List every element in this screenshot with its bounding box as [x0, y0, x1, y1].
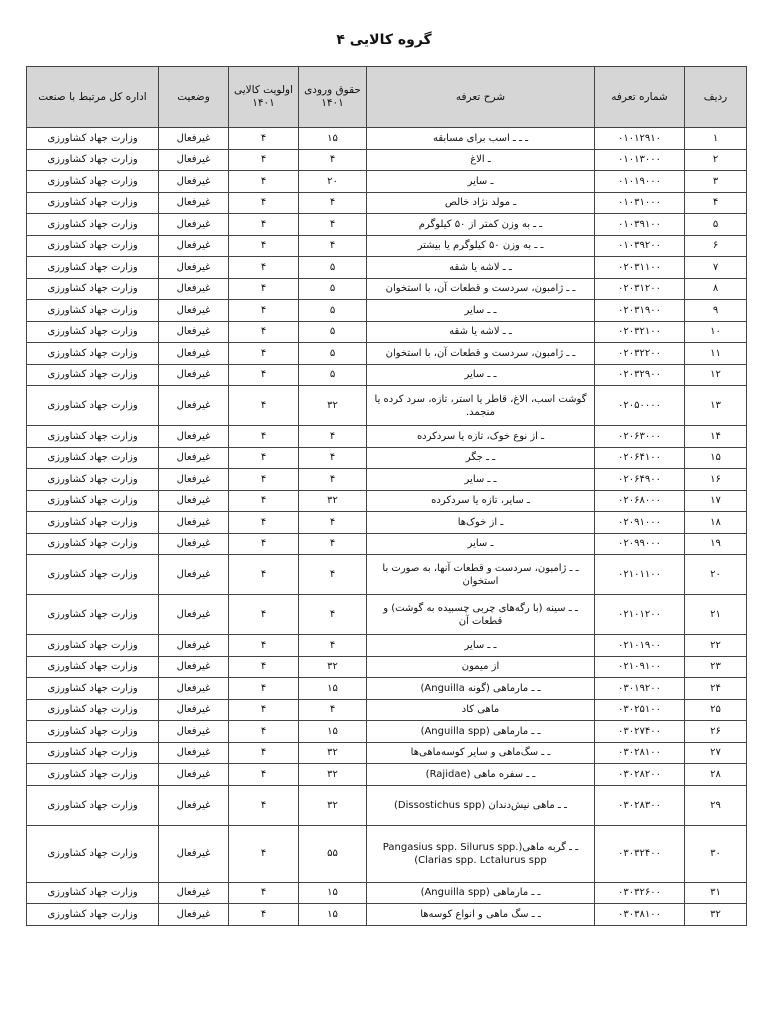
table-body: [27, 128, 747, 926]
table-row: [27, 149, 747, 171]
cell-ministry: وزارت جهاد کشاورزی: [27, 490, 159, 512]
cell-import-duty: ۴: [299, 469, 367, 491]
cell-tariff-code: ۰۲۰۳۱۱۰۰: [595, 257, 685, 279]
cell-import-duty: ۳۲: [299, 490, 367, 512]
cell-import-duty: ۱۵: [299, 904, 367, 926]
cell-tariff-code: ۰۱۰۳۹۱۰۰: [595, 214, 685, 236]
table-row: [27, 171, 747, 193]
table-row: [27, 278, 747, 300]
table-row: [27, 386, 747, 426]
cell-tariff-code: ۰۳۰۱۹۲۰۰: [595, 678, 685, 700]
cell-tariff-code: ۰۱۰۱۲۹۱۰: [595, 128, 685, 150]
cell-import-duty: ۳۲: [299, 764, 367, 786]
cell-description: ـ ـ سفره ماهی (Rajidae): [367, 764, 595, 786]
cell-import-duty: ۴: [299, 426, 367, 448]
cell-description: ـ ـ جگر: [367, 447, 595, 469]
cell-row-number: ۲۶: [685, 721, 747, 743]
cell-status: غیرفعال: [159, 149, 229, 171]
cell-import-duty: ۴: [299, 214, 367, 236]
cell-description: ـ سایر: [367, 171, 595, 193]
cell-row-number: ۱۶: [685, 469, 747, 491]
cell-tariff-code: ۰۲۰۳۲۲۰۰: [595, 343, 685, 365]
cell-row-number: ۷: [685, 257, 747, 279]
cell-tariff-code: ۰۳۰۳۲۴۰۰: [595, 825, 685, 882]
cell-import-duty: ۱۵: [299, 721, 367, 743]
cell-import-duty: ۵: [299, 278, 367, 300]
table-row: [27, 678, 747, 700]
cell-import-duty: ۳۲: [299, 656, 367, 678]
cell-status: غیرفعال: [159, 656, 229, 678]
cell-description: ـ ـ گربه ماهی(Pangasius spp. Silurus spp. Clarias spp. Lctalurus spp): [367, 825, 595, 882]
page-title: گروه کالایی ۴: [336, 32, 432, 48]
table-row: [27, 825, 747, 882]
cell-tariff-code: ۰۲۱۰۱۱۰۰: [595, 555, 685, 595]
cell-status: غیرفعال: [159, 364, 229, 386]
cell-description: ـ ـ به وزن کمتر از ۵۰ کیلوگرم: [367, 214, 595, 236]
table-row: [27, 300, 747, 322]
cell-priority: ۴: [229, 278, 299, 300]
cell-description: ـ ـ سگ ماهی و انواع کوسه‌ها: [367, 904, 595, 926]
cell-import-duty: ۵: [299, 343, 367, 365]
cell-import-duty: ۴: [299, 512, 367, 534]
cell-ministry: وزارت جهاد کشاورزی: [27, 656, 159, 678]
cell-import-duty: ۴: [299, 192, 367, 214]
cell-import-duty: ۱۵: [299, 882, 367, 904]
cell-status: غیرفعال: [159, 555, 229, 595]
cell-import-duty: ۵: [299, 257, 367, 279]
cell-status: غیرفعال: [159, 785, 229, 825]
cell-priority: ۴: [229, 764, 299, 786]
cell-description: ـ ـ سگ‌ماهی و سایر کوسه‌ماهی‌ها: [367, 742, 595, 764]
cell-tariff-code: ۰۲۰۳۱۹۰۰: [595, 300, 685, 322]
cell-import-duty: ۱۵: [299, 128, 367, 150]
cell-description: ـ الاغ: [367, 149, 595, 171]
cell-ministry: وزارت جهاد کشاورزی: [27, 426, 159, 448]
cell-import-duty: ۳۲: [299, 785, 367, 825]
header-priority: اولویت کالایی ۱۴۰۱: [229, 67, 299, 128]
cell-description: ـ ـ لاشه یا شقه: [367, 321, 595, 343]
table-row: [27, 764, 747, 786]
cell-row-number: ۲۰: [685, 555, 747, 595]
cell-description: ـ ـ مارماهی (Anguilla spp): [367, 882, 595, 904]
cell-row-number: ۱۴: [685, 426, 747, 448]
cell-row-number: ۳۰: [685, 825, 747, 882]
cell-row-number: ۲۹: [685, 785, 747, 825]
cell-tariff-code: ۰۱۰۱۹۰۰۰: [595, 171, 685, 193]
table-row: [27, 235, 747, 257]
table-row: [27, 128, 747, 150]
table-header-row: [27, 67, 747, 128]
cell-priority: ۴: [229, 192, 299, 214]
cell-tariff-code: ۰۲۰۳۲۱۰۰: [595, 321, 685, 343]
cell-tariff-code: ۰۲۰۹۹۰۰۰: [595, 533, 685, 555]
cell-ministry: وزارت جهاد کشاورزی: [27, 678, 159, 700]
header-description: شرح تعرفه: [367, 67, 595, 128]
cell-tariff-code: ۰۲۰۶۴۹۰۰: [595, 469, 685, 491]
cell-status: غیرفعال: [159, 257, 229, 279]
cell-status: غیرفعال: [159, 278, 229, 300]
cell-tariff-code: ۰۲۰۹۱۰۰۰: [595, 512, 685, 534]
cell-row-number: ۱۳: [685, 386, 747, 426]
cell-priority: ۴: [229, 235, 299, 257]
cell-status: غیرفعال: [159, 386, 229, 426]
cell-row-number: ۴: [685, 192, 747, 214]
header-tariff-no: شماره تعرفه: [595, 67, 685, 128]
table-row: [27, 364, 747, 386]
cell-ministry: وزارت جهاد کشاورزی: [27, 742, 159, 764]
cell-status: غیرفعال: [159, 512, 229, 534]
cell-ministry: وزارت جهاد کشاورزی: [27, 595, 159, 635]
cell-status: غیرفعال: [159, 882, 229, 904]
cell-ministry: وزارت جهاد کشاورزی: [27, 721, 159, 743]
cell-row-number: ۸: [685, 278, 747, 300]
cell-row-number: ۶: [685, 235, 747, 257]
table-row: [27, 192, 747, 214]
table-row: [27, 635, 747, 657]
cell-tariff-code: ۰۳۰۲۸۳۰۰: [595, 785, 685, 825]
cell-row-number: ۱۸: [685, 512, 747, 534]
cell-row-number: ۳: [685, 171, 747, 193]
cell-priority: ۴: [229, 635, 299, 657]
cell-row-number: ۱۹: [685, 533, 747, 555]
cell-import-duty: ۵: [299, 321, 367, 343]
cell-priority: ۴: [229, 149, 299, 171]
cell-row-number: ۵: [685, 214, 747, 236]
cell-priority: ۴: [229, 321, 299, 343]
table-row: [27, 721, 747, 743]
cell-priority: ۴: [229, 785, 299, 825]
table-row: [27, 742, 747, 764]
table-row: [27, 512, 747, 534]
cell-status: غیرفعال: [159, 904, 229, 926]
table-row: [27, 343, 747, 365]
table-row: [27, 656, 747, 678]
cell-tariff-code: ۰۲۱۰۱۹۰۰: [595, 635, 685, 657]
cell-description: ـ سایر: [367, 533, 595, 555]
cell-row-number: ۲: [685, 149, 747, 171]
cell-description: ـ مولد نژاد خالص: [367, 192, 595, 214]
cell-ministry: وزارت جهاد کشاورزی: [27, 785, 159, 825]
cell-priority: ۴: [229, 257, 299, 279]
cell-ministry: وزارت جهاد کشاورزی: [27, 904, 159, 926]
cell-description: ـ ـ ژامبون، سردست و قطعات آن، با استخوان: [367, 343, 595, 365]
cell-row-number: ۱۷: [685, 490, 747, 512]
cell-ministry: وزارت جهاد کشاورزی: [27, 447, 159, 469]
cell-row-number: ۲۸: [685, 764, 747, 786]
cell-status: غیرفعال: [159, 699, 229, 721]
cell-description: ـ ـ ژامبون، سردست و قطعات آن، با استخوان: [367, 278, 595, 300]
table-row: [27, 533, 747, 555]
cell-ministry: وزارت جهاد کشاورزی: [27, 533, 159, 555]
cell-tariff-code: ۰۲۱۰۹۱۰۰: [595, 656, 685, 678]
cell-status: غیرفعال: [159, 721, 229, 743]
cell-tariff-code: ۰۳۰۲۸۱۰۰: [595, 742, 685, 764]
cell-tariff-code: ۰۱۰۳۱۰۰۰: [595, 192, 685, 214]
table-row: [27, 555, 747, 595]
tariff-table: [26, 66, 747, 926]
cell-ministry: وزارت جهاد کشاورزی: [27, 128, 159, 150]
cell-priority: ۴: [229, 469, 299, 491]
cell-status: غیرفعال: [159, 764, 229, 786]
table-row: [27, 882, 747, 904]
cell-row-number: ۱۵: [685, 447, 747, 469]
cell-ministry: وزارت جهاد کشاورزی: [27, 364, 159, 386]
cell-tariff-code: ۰۳۰۲۵۱۰۰: [595, 699, 685, 721]
cell-ministry: وزارت جهاد کشاورزی: [27, 512, 159, 534]
cell-description: ـ ـ ژامبون، سردست و قطعات آنها، به صورت با استخوان: [367, 555, 595, 595]
cell-tariff-code: ۰۲۰۶۸۰۰۰: [595, 490, 685, 512]
cell-row-number: ۲۴: [685, 678, 747, 700]
cell-tariff-code: ۰۲۰۶۴۱۰۰: [595, 447, 685, 469]
table-row: [27, 595, 747, 635]
cell-priority: ۴: [229, 490, 299, 512]
table-row: [27, 257, 747, 279]
cell-priority: ۴: [229, 128, 299, 150]
cell-tariff-code: ۰۲۰۳۲۹۰۰: [595, 364, 685, 386]
cell-status: غیرفعال: [159, 595, 229, 635]
cell-priority: ۴: [229, 171, 299, 193]
cell-status: غیرفعال: [159, 490, 229, 512]
cell-row-number: ۳۱: [685, 882, 747, 904]
cell-row-number: ۲۳: [685, 656, 747, 678]
cell-row-number: ۱: [685, 128, 747, 150]
cell-row-number: ۹: [685, 300, 747, 322]
cell-priority: ۴: [229, 300, 299, 322]
cell-ministry: وزارت جهاد کشاورزی: [27, 386, 159, 426]
cell-priority: ۴: [229, 656, 299, 678]
cell-description: ـ ـ ـ اسب برای مسابقه: [367, 128, 595, 150]
cell-ministry: وزارت جهاد کشاورزی: [27, 699, 159, 721]
cell-row-number: ۳۲: [685, 904, 747, 926]
header-status: وضعیت: [159, 67, 229, 128]
cell-tariff-code: ۰۲۰۵۰۰۰۰: [595, 386, 685, 426]
cell-description: ـ ـ ماهی نیش‌دندان (Dissostichus spp): [367, 785, 595, 825]
cell-status: غیرفعال: [159, 214, 229, 236]
header-row-no: ردیف: [685, 67, 747, 128]
cell-ministry: وزارت جهاد کشاورزی: [27, 171, 159, 193]
cell-import-duty: ۵۵: [299, 825, 367, 882]
cell-status: غیرفعال: [159, 321, 229, 343]
cell-description: ـ از نوع خوک، تازه یا سردکرده: [367, 426, 595, 448]
cell-description: ـ ـ سایر: [367, 469, 595, 491]
cell-tariff-code: ۰۳۰۲۷۴۰۰: [595, 721, 685, 743]
cell-ministry: وزارت جهاد کشاورزی: [27, 635, 159, 657]
cell-ministry: وزارت جهاد کشاورزی: [27, 825, 159, 882]
cell-priority: ۴: [229, 426, 299, 448]
cell-ministry: وزارت جهاد کشاورزی: [27, 149, 159, 171]
cell-ministry: وزارت جهاد کشاورزی: [27, 764, 159, 786]
cell-tariff-code: ۰۳۰۲۸۲۰۰: [595, 764, 685, 786]
cell-import-duty: ۴: [299, 235, 367, 257]
cell-status: غیرفعال: [159, 235, 229, 257]
cell-ministry: وزارت جهاد کشاورزی: [27, 469, 159, 491]
cell-import-duty: ۴: [299, 595, 367, 635]
cell-ministry: وزارت جهاد کشاورزی: [27, 257, 159, 279]
header-duty: حقوق ورودی ۱۴۰۱: [299, 67, 367, 128]
cell-status: غیرفعال: [159, 426, 229, 448]
cell-priority: ۴: [229, 742, 299, 764]
cell-priority: ۴: [229, 882, 299, 904]
cell-status: غیرفعال: [159, 533, 229, 555]
cell-import-duty: ۴: [299, 149, 367, 171]
cell-priority: ۴: [229, 595, 299, 635]
cell-status: غیرفعال: [159, 447, 229, 469]
cell-ministry: وزارت جهاد کشاورزی: [27, 278, 159, 300]
cell-priority: ۴: [229, 533, 299, 555]
cell-ministry: وزارت جهاد کشاورزی: [27, 214, 159, 236]
cell-tariff-code: ۰۱۰۱۳۰۰۰: [595, 149, 685, 171]
cell-ministry: وزارت جهاد کشاورزی: [27, 235, 159, 257]
cell-description: ـ ـ سایر: [367, 635, 595, 657]
cell-priority: ۴: [229, 343, 299, 365]
table-row: [27, 469, 747, 491]
cell-description: گوشت اسب، الاغ، قاطر یا استر، تازه، سرد کرده یا منجمد.: [367, 386, 595, 426]
cell-status: غیرفعال: [159, 128, 229, 150]
cell-status: غیرفعال: [159, 300, 229, 322]
cell-description: ماهی کاد: [367, 699, 595, 721]
cell-description: ـ ـ سینه (با رگه‌های چربی چسبیده به گوشت) و قطعات آن: [367, 595, 595, 635]
cell-import-duty: ۴: [299, 447, 367, 469]
cell-priority: ۴: [229, 678, 299, 700]
cell-ministry: وزارت جهاد کشاورزی: [27, 882, 159, 904]
cell-import-duty: ۳۲: [299, 742, 367, 764]
table-row: [27, 447, 747, 469]
cell-row-number: ۲۲: [685, 635, 747, 657]
cell-priority: ۴: [229, 512, 299, 534]
cell-status: غیرفعال: [159, 192, 229, 214]
cell-import-duty: ۴: [299, 699, 367, 721]
cell-import-duty: ۵: [299, 300, 367, 322]
cell-import-duty: ۱۵: [299, 678, 367, 700]
cell-ministry: وزارت جهاد کشاورزی: [27, 321, 159, 343]
cell-description: ـ ـ مارماهی (گونه Anguilla): [367, 678, 595, 700]
cell-description: از میمون: [367, 656, 595, 678]
cell-import-duty: ۵: [299, 364, 367, 386]
cell-status: غیرفعال: [159, 635, 229, 657]
table-row: [27, 785, 747, 825]
cell-priority: ۴: [229, 386, 299, 426]
cell-row-number: ۲۷: [685, 742, 747, 764]
cell-status: غیرفعال: [159, 343, 229, 365]
table-row: [27, 490, 747, 512]
cell-import-duty: ۴: [299, 533, 367, 555]
table-row: [27, 699, 747, 721]
cell-priority: ۴: [229, 721, 299, 743]
table-row: [27, 321, 747, 343]
cell-import-duty: ۴: [299, 555, 367, 595]
table-row: [27, 904, 747, 926]
cell-tariff-code: ۰۲۰۶۳۰۰۰: [595, 426, 685, 448]
cell-priority: ۴: [229, 825, 299, 882]
table-row: [27, 214, 747, 236]
cell-description: ـ ـ به وزن ۵۰ کیلوگرم یا بیشتر: [367, 235, 595, 257]
cell-ministry: وزارت جهاد کشاورزی: [27, 300, 159, 322]
cell-priority: ۴: [229, 904, 299, 926]
cell-import-duty: ۴: [299, 635, 367, 657]
cell-status: غیرفعال: [159, 742, 229, 764]
cell-description: ـ ـ سایر: [367, 300, 595, 322]
cell-ministry: وزارت جهاد کشاورزی: [27, 555, 159, 595]
cell-priority: ۴: [229, 699, 299, 721]
cell-ministry: وزارت جهاد کشاورزی: [27, 192, 159, 214]
cell-priority: ۴: [229, 447, 299, 469]
cell-priority: ۴: [229, 214, 299, 236]
cell-tariff-code: ۰۳۰۳۸۱۰۰: [595, 904, 685, 926]
cell-status: غیرفعال: [159, 678, 229, 700]
cell-row-number: ۱۲: [685, 364, 747, 386]
cell-import-duty: ۲۰: [299, 171, 367, 193]
cell-row-number: ۱۱: [685, 343, 747, 365]
cell-description: ـ ـ مارماهی (Anguilla spp): [367, 721, 595, 743]
cell-description: ـ از خوک‌ها: [367, 512, 595, 534]
cell-import-duty: ۳۲: [299, 386, 367, 426]
cell-row-number: ۲۵: [685, 699, 747, 721]
header-ministry: اداره کل مرتبط با صنعت: [27, 67, 159, 128]
table-row: [27, 426, 747, 448]
cell-ministry: وزارت جهاد کشاورزی: [27, 343, 159, 365]
cell-status: غیرفعال: [159, 825, 229, 882]
cell-tariff-code: ۰۲۰۳۱۲۰۰: [595, 278, 685, 300]
cell-description: ـ ـ سایر: [367, 364, 595, 386]
cell-description: ـ ـ لاشه یا شقه: [367, 257, 595, 279]
cell-tariff-code: ۰۱۰۳۹۲۰۰: [595, 235, 685, 257]
cell-description: ـ سایر، تازه یا سردکرده: [367, 490, 595, 512]
cell-row-number: ۱۰: [685, 321, 747, 343]
cell-row-number: ۲۱: [685, 595, 747, 635]
cell-status: غیرفعال: [159, 469, 229, 491]
cell-tariff-code: ۰۲۱۰۱۲۰۰: [595, 595, 685, 635]
cell-priority: ۴: [229, 364, 299, 386]
cell-tariff-code: ۰۳۰۳۲۶۰۰: [595, 882, 685, 904]
cell-priority: ۴: [229, 555, 299, 595]
cell-status: غیرفعال: [159, 171, 229, 193]
